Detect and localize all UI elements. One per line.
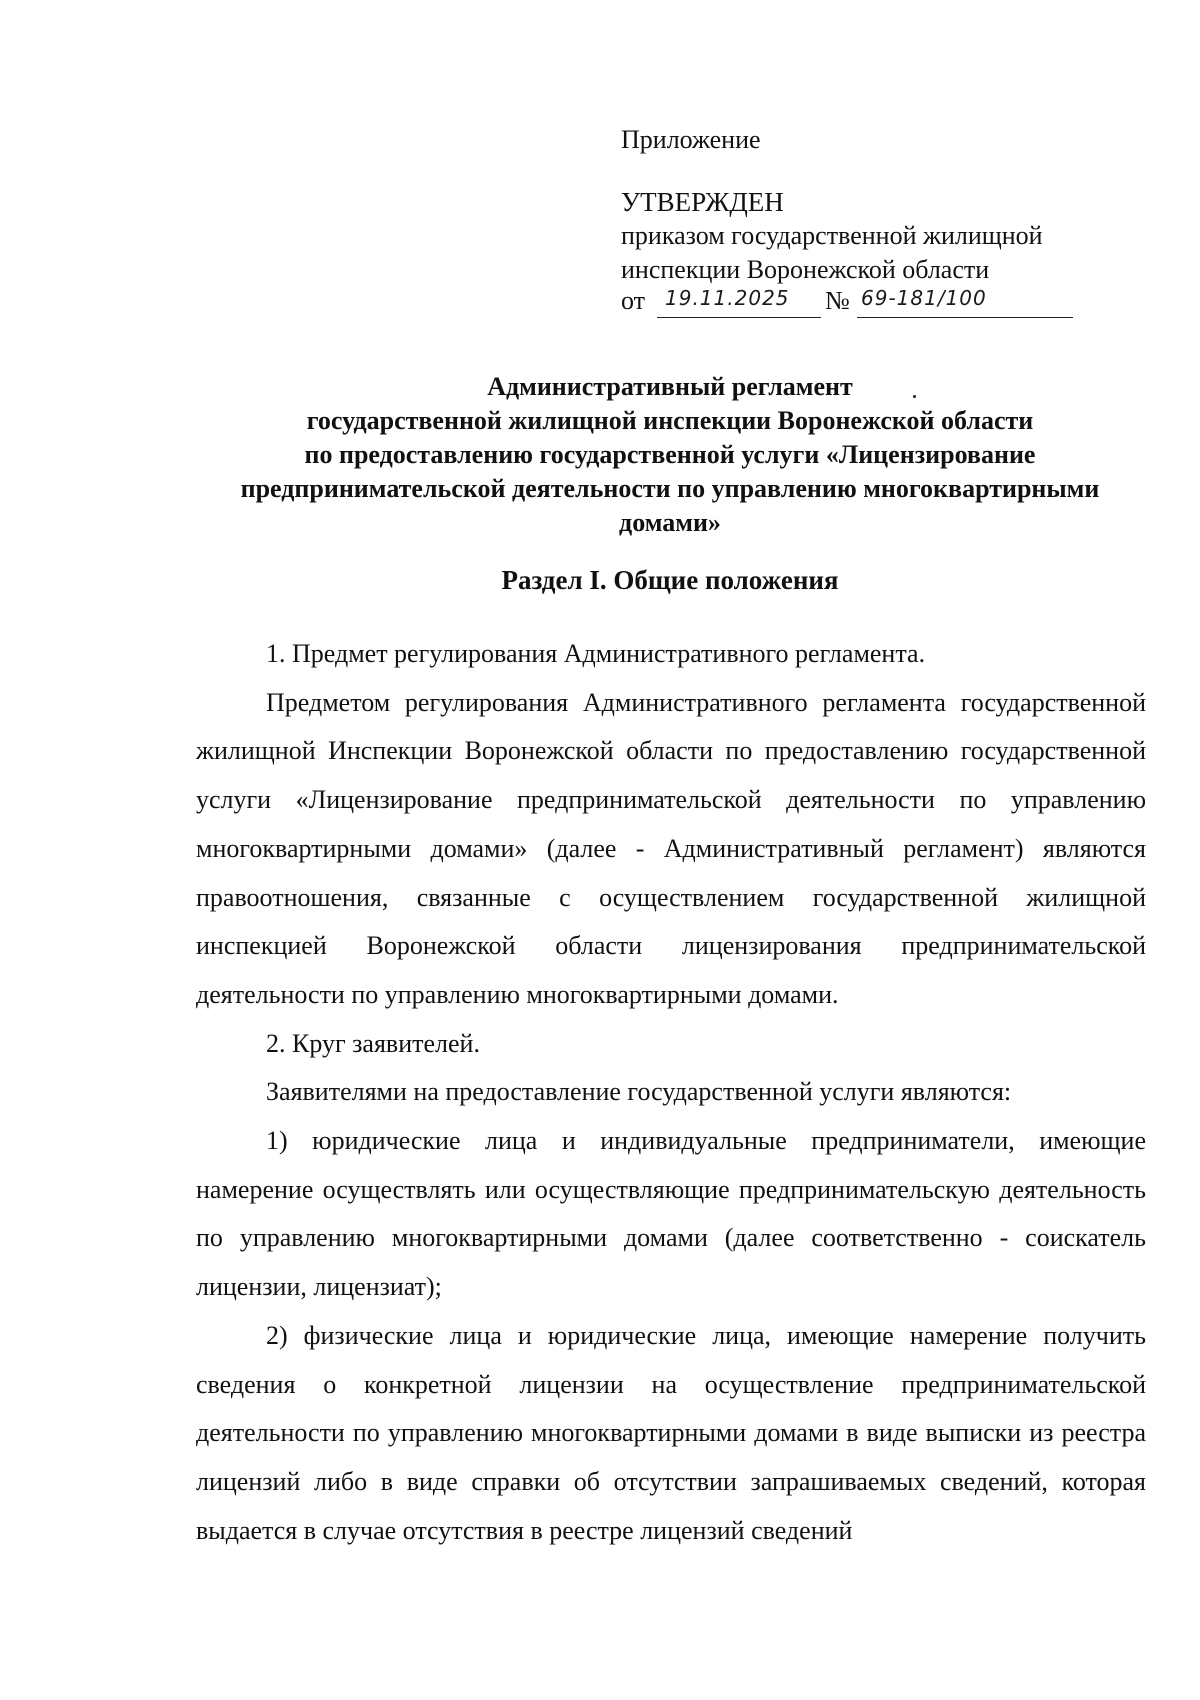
title-line-2: государственной жилищной инспекции Воронежской области (306, 406, 1034, 435)
document-body (196, 630, 1146, 1555)
paragraph-4: Заявителями на предоставление государственной услуги являются: (266, 1077, 1012, 1107)
order-date-number-line (621, 287, 1091, 323)
paragraph-6: 2) физические лица и юридические лица, имеющие намерение получить сведения о конкретной лицензии на осуществление предпринимательской деятельности по управлению многоквартирными домами в виде выписки из реестра лицензий либо в виде справки об отсутствии запрашиваемых сведений, которая выдается в случае отсутствия в реестре лицензий сведений (196, 1320, 1146, 1545)
paragraph-1: 1. Предмет регулирования Административного регламента. (266, 639, 926, 668)
title-line-3: по предоставлению государственной услуги «Лицензирование (304, 440, 1036, 469)
handwritten-date: 19.11.2025 (665, 286, 790, 310)
paragraph-3: 2. Круг заявителей. (266, 1028, 480, 1058)
stray-dot-mark (913, 395, 916, 398)
from-label: от (621, 286, 646, 315)
document-title (190, 370, 1150, 540)
section-heading: Раздел I. Общие положения (501, 565, 839, 595)
title-line-5: домами» (619, 508, 721, 537)
annex-label: Приложение (621, 125, 761, 154)
title-line-1: Административный регламент (487, 372, 853, 401)
approval-block (621, 125, 1091, 323)
approval-line-1: приказом государственной жилищной (621, 221, 1043, 250)
paragraph-5: 1) юридические лица и индивидуальные предприниматели, имеющие намерение осуществлять или осуществляющие предпринимательскую деятельность по управлению многоквартирными домами (далее соответственно - соискатель лицензии, лицензиат); (196, 1126, 1146, 1302)
approval-line-2: инспекции Воронежской области (621, 255, 990, 284)
number-label: № (825, 286, 850, 315)
paragraph-2: Предметом регулирования Административного регламента государственной жилищной Инспекции Воронежской области по предоставлению государственной услуги «Лицензирование предпринимательской деятельности по управлению многоквартирными домами» (далее - Административный регламент) являются правоотношения, связанные с осуществлением государственной жилищной инспекцией Воронежской области лицензирования предпринимательской деятельности по управлению многоквартирными домами. (196, 687, 1146, 1009)
title-line-4: предпринимательской деятельности по управлению многоквартирными (240, 474, 1100, 503)
handwritten-number: 69-181/100 (861, 286, 987, 310)
approved-stamp-text: УТВЕРЖДЕН (621, 187, 784, 217)
